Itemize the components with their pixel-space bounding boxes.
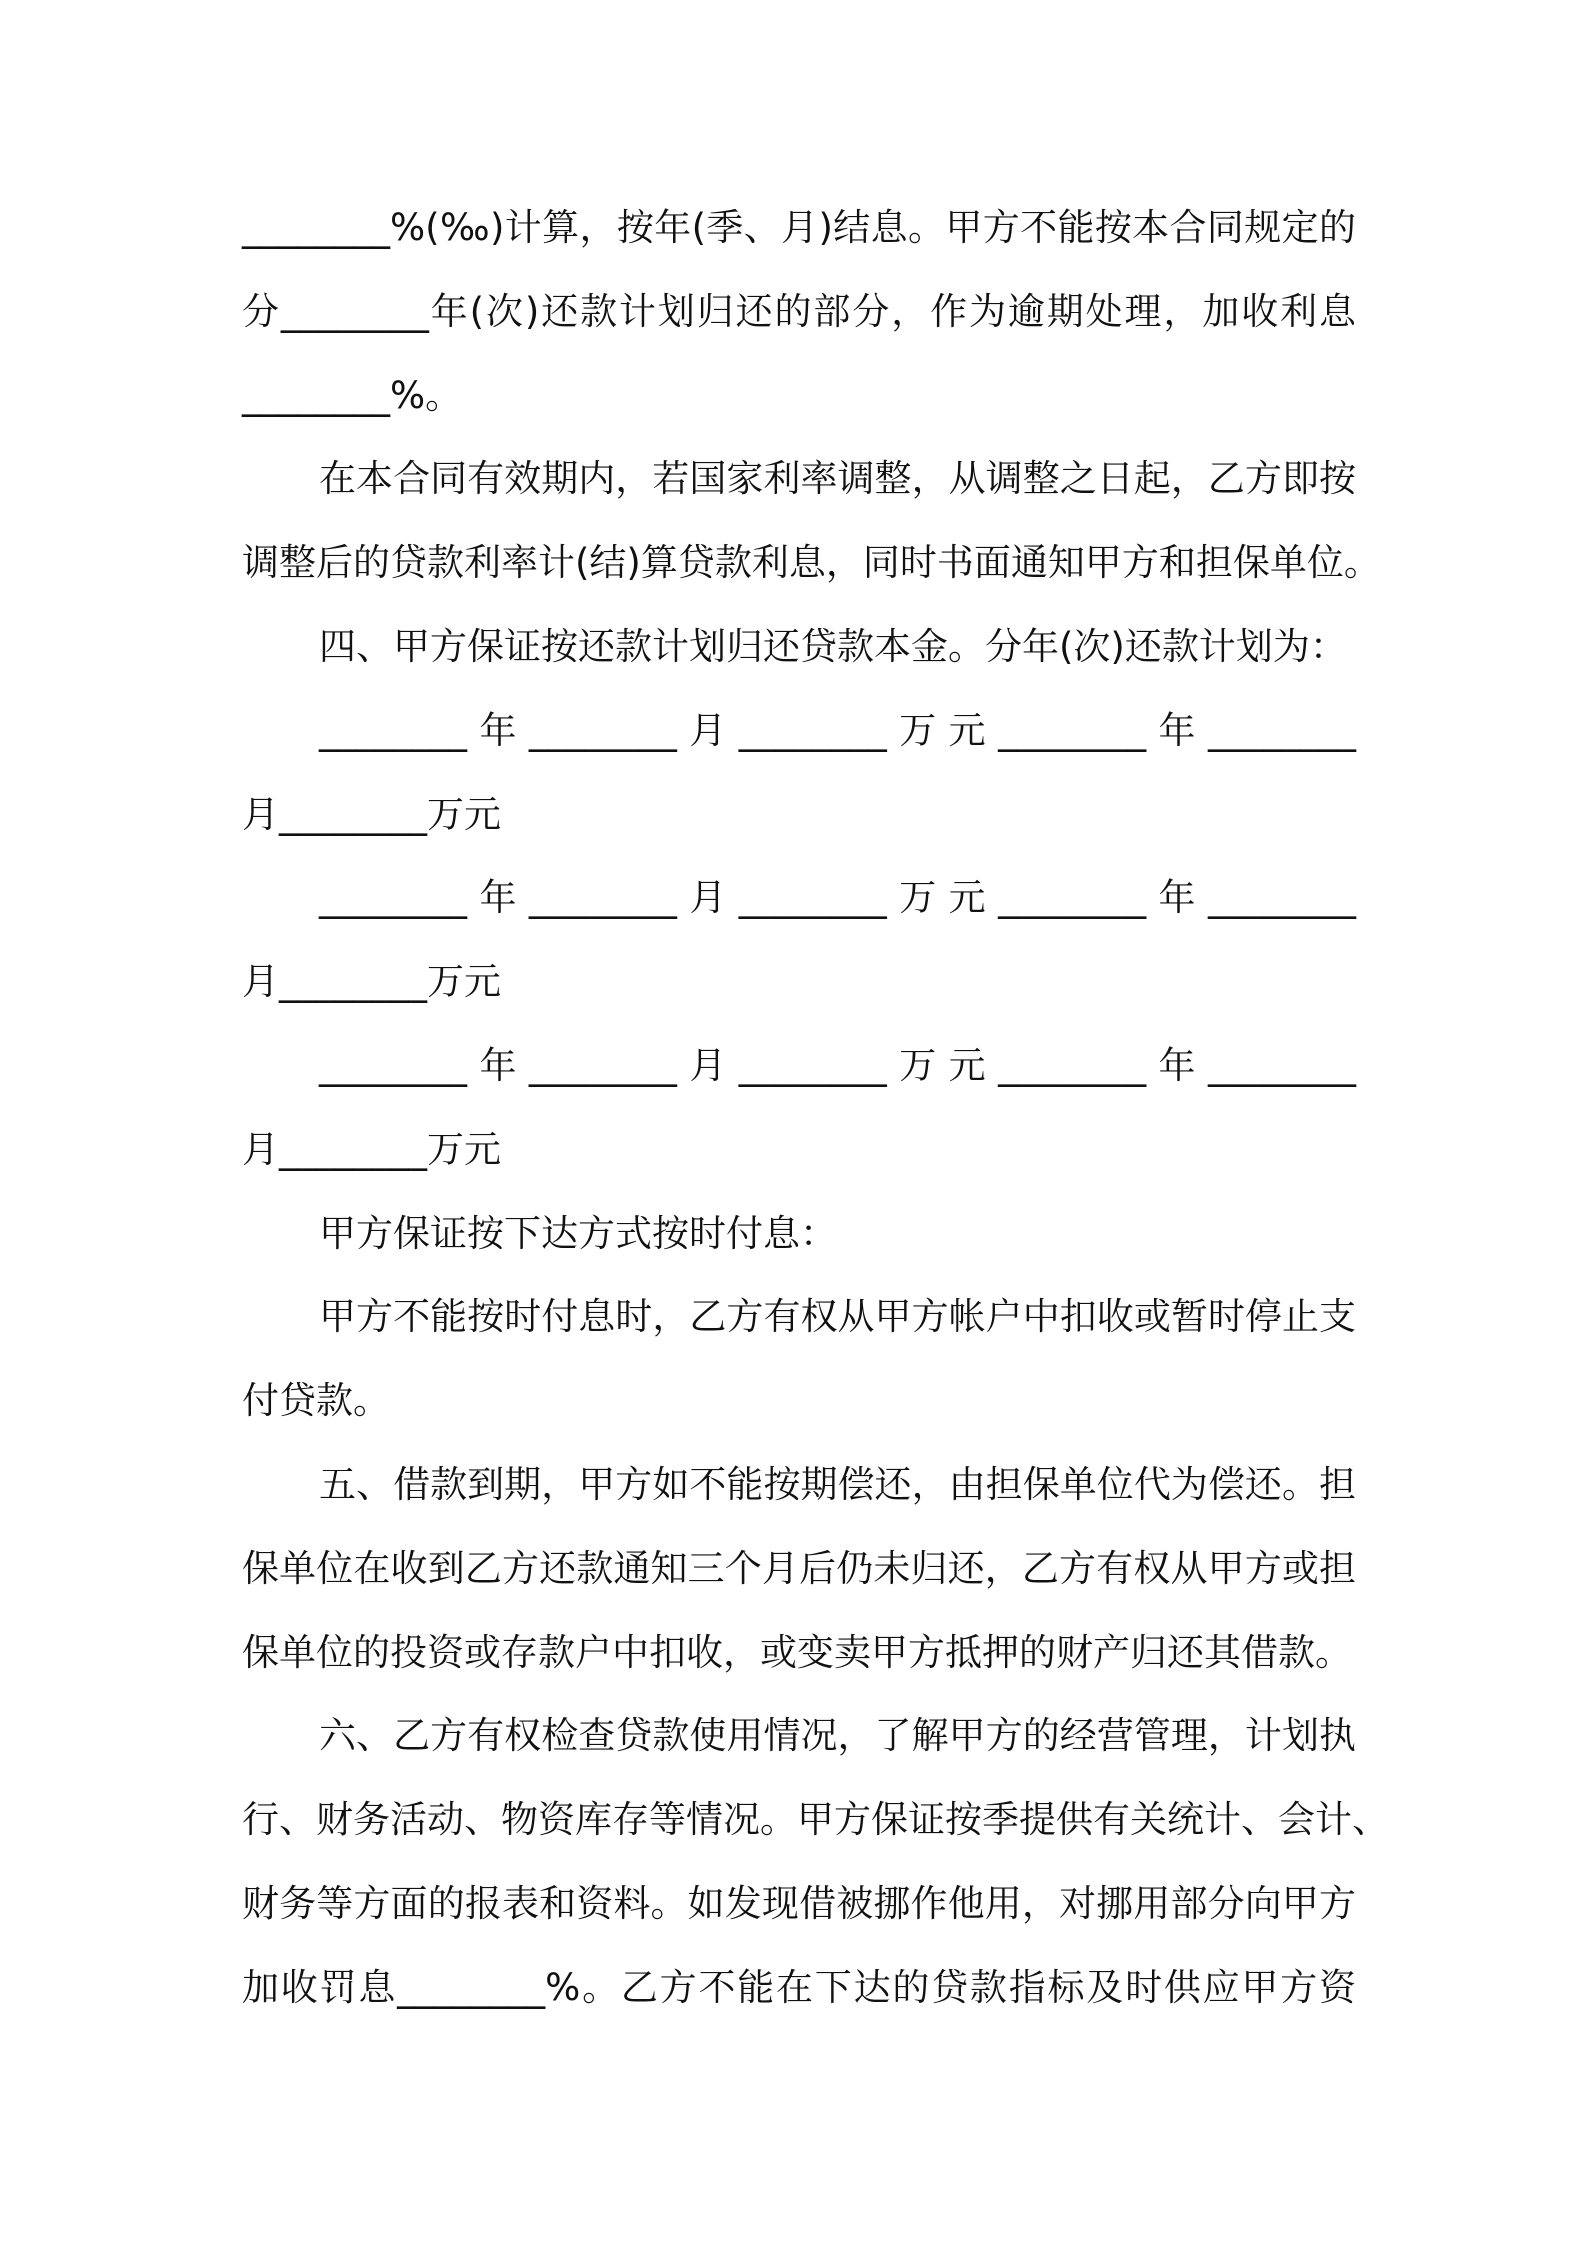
- repayment-plan-row-cont: 月________万元: [242, 792, 501, 836]
- text-line: 保单位在收到乙方还款通知三个月后仍未归还，乙方有权从甲方或担: [242, 1546, 1356, 1590]
- text-line: 分________年(次)还款计划归还的部分，作为逾期处理，加收利息: [242, 289, 1356, 333]
- text-line: 保单位的投资或存款户中扣收，或变卖甲方抵押的财产归还其借款。: [242, 1630, 1352, 1674]
- text-line: 甲方保证按下达方式按时付息：: [319, 1211, 837, 1255]
- text-line: 行、财务活动、物资库存等情况。甲方保证按季提供有关统计、会计、: [242, 1798, 1389, 1842]
- repayment-plan-row: ________年________月________万元________年________: [319, 876, 1356, 920]
- paragraph-interest-adjustment: 在本合同有效期内，若国家利率调整，从调整之日起，乙方即按: [319, 457, 1356, 501]
- repayment-plan-row-cont: 月________万元: [242, 960, 501, 1004]
- repayment-plan-row: ________年________月________万元________年________: [319, 708, 1356, 752]
- text-line: 财务等方面的报表和资料。如发现借被挪作他用，对挪用部分向甲方: [242, 1881, 1356, 1925]
- section-heading-4: 四、甲方保证按还款计划归还贷款本金。分年(次)还款计划为：: [319, 624, 1347, 668]
- section-heading-5: 五、借款到期，甲方如不能按期偿还，由担保单位代为偿还。担: [319, 1462, 1356, 1506]
- repayment-plan-row-cont: 月________万元: [242, 1127, 501, 1171]
- text-line: 加收罚息________%。乙方不能在下达的贷款指标及时供应甲方资: [242, 1965, 1356, 2009]
- section-heading-6: 六、乙方有权检查贷款使用情况，了解甲方的经营管理，计划执: [319, 1714, 1356, 1758]
- text-line: 付贷款。: [242, 1379, 390, 1423]
- text-line: ________%。: [242, 373, 463, 417]
- document-page: [242, 186, 1389, 2030]
- text-line: 甲方不能按时付息时，乙方有权从甲方帐户中扣收或暂时停止支: [319, 1295, 1356, 1339]
- text-line: ________%(‰)计算，按年(季、月)结息。甲方不能按本合同规定的: [242, 206, 1356, 249]
- repayment-plan-row: ________年________月________万元________年________: [319, 1043, 1356, 1087]
- text-line: 调整后的贷款利率计(结)算贷款利息，同时书面通知甲方和担保单位。: [242, 541, 1381, 585]
